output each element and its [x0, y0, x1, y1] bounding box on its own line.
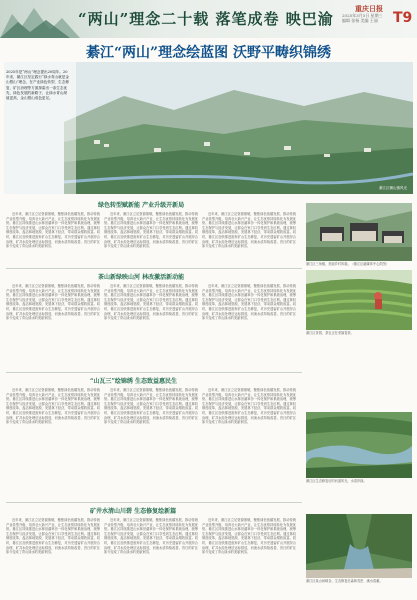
body-paragraph: 近年来，綦江区立足资源禀赋，聚焦绿色低碳发展，推动传统产业转型升级，培育壮大新兴产业，让生态优势持续转化为发展优势。綦江区持续推进山水林田湖草沙一体化保护和系统治理，统筹生态保护与经济发展，让群众在家门口享受到生态红利。通过林权制度改革，盘活林地资源，发展林下经济，带动群众增收致富。同时，綦江区加快推进废弃矿山生态修复，对历史遗留矿山开展综合治理，矿井水经处理后达标排放，河流水质持续改善，昔日的矿区如今变成了青山绿水的美丽家园。: [202, 284, 296, 321]
river-photo: [306, 412, 412, 478]
body-paragraph: 近年来，綦江区立足资源禀赋，聚焦绿色低碳发展，推动传统产业转型升级，培育壮大新兴产业，让生态优势持续转化为发展优势。綦江区持续推进山水林田湖草沙一体化保护和系统治理，统筹生态保护与经济发展，让群众在家门口享受到生态红利。通过林权制度改革，盘活林地资源，发展林下经济，带动群众增收致富。同时，綦江区加快推进废弃矿山生态修复，对历史遗留矿山开展综合治理，矿井水经处理后达标排放，河流水质持续改善，昔日的矿区如今变成了青山绿水的美丽家园。: [6, 518, 100, 555]
article-column: [6, 518, 100, 596]
article-column: [202, 284, 296, 368]
divider: [6, 268, 302, 269]
header-title: “两山”理念二十载 落笔成卷 映巴渝: [78, 10, 334, 28]
body-paragraph: 近年来，綦江区立足资源禀赋，聚焦绿色低碳发展，推动传统产业转型升级，培育壮大新兴产业，让生态优势持续转化为发展优势。綦江区持续推进山水林田湖草沙一体化保护和系统治理，统筹生态保护与经济发展，让群众在家门口享受到生态红利。通过林权制度改革，盘活林地资源，发展林下经济，带动群众增收致富。同时，綦江区加快推进废弃矿山生态修复，对历史遗留矿山开展综合治理，矿井水经处理后达标排放，河流水质持续改善，昔日的矿区如今变成了青山绿水的美丽家园。: [6, 212, 100, 249]
article-column: [6, 212, 100, 266]
photo-caption: 綦江区生态修复后的河道风光，水清岸绿。: [306, 479, 367, 483]
body-paragraph: 近年来，綦江区立足资源禀赋，聚焦绿色低碳发展，推动传统产业转型升级，培育壮大新兴产业，让生态优势持续转化为发展优势。綦江区持续推进山水林田湖草沙一体化保护和系统治理，统筹生态保护与经济发展，让群众在家门口享受到生态红利。通过林权制度改革，盘活林地资源，发展林下经济，带动群众增收致富。同时，綦江区加快推进废弃矿山生态修复，对历史遗留矿山开展综合治理，矿井水经处理后达标排放，河流水质持续改善，昔日的矿区如今变成了青山绿水的美丽家园。: [202, 388, 296, 425]
article-column: [6, 284, 100, 368]
main-headline: 綦江“两山”理念绘蓝图 沃野平畴织锦绣: [86, 45, 331, 61]
body-paragraph: 近年来，綦江区立足资源禀赋，聚焦绿色低碳发展，推动传统产业转型升级，培育壮大新兴产业，让生态优势持续转化为发展优势。綦江区持续推进山水林田湖草沙一体化保护和系统治理，统筹生态保护与经济发展，让群众在家门口享受到生态红利。通过林权制度改革，盘活林地资源，发展林下经济，带动群众增收致富。同时，綦江区加快推进废弃矿山生态修复，对历史遗留矿山开展综合治理，矿井水经处理后达标排放，河流水质持续改善，昔日的矿区如今变成了青山绿水的美丽家园。: [104, 284, 198, 321]
section-heading-4: 矿井水清山川碧 生态修复绘新篇: [90, 508, 177, 515]
page-header: [0, 0, 417, 38]
body-paragraph: 近年来，綦江区立足资源禀赋，聚焦绿色低碳发展，推动传统产业转型升级，培育壮大新兴产业，让生态优势持续转化为发展优势。綦江区持续推进山水林田湖草沙一体化保护和系统治理，统筹生态保护与经济发展，让群众在家门口享受到生态红利。通过林权制度改革，盘活林地资源，发展林下经济，带动群众增收致富。同时，綦江区加快推进废弃矿山生态修复，对历史遗留矿山开展综合治理，矿井水经处理后达标排放，河流水质持续改善，昔日的矿区如今变成了青山绿水的美丽家园。: [202, 212, 296, 249]
body-paragraph: 近年来，綦江区立足资源禀赋，聚焦绿色低碳发展，推动传统产业转型升级，培育壮大新兴产业，让生态优势持续转化为发展优势。綦江区持续推进山水林田湖草沙一体化保护和系统治理，统筹生态保护与经济发展，让群众在家门口享受到生态红利。通过林权制度改革，盘活林地资源，发展林下经济，带动群众增收致富。同时，綦江区加快推进废弃矿山生态修复，对历史遗留矿山开展综合治理，矿井水经处理后达标排放，河流水质持续改善，昔日的矿区如今变成了青山绿水的美丽家园。: [104, 518, 198, 555]
article-column: [6, 388, 100, 498]
article-column: [104, 212, 198, 266]
article-column: [202, 388, 296, 498]
photo-caption: 綦江区三角镇，美丽乡村风貌。（綦江区融媒体中心供图）: [306, 262, 389, 266]
article-column: [104, 518, 198, 596]
body-paragraph: 近年来，綦江区立足资源禀赋，聚焦绿色低碳发展，推动传统产业转型升级，培育壮大新兴产业，让生态优势持续转化为发展优势。綦江区持续推进山水林田湖草沙一体化保护和系统治理，统筹生态保护与经济发展，让群众在家门口享受到生态红利。通过林权制度改革，盘活林地资源，发展林下经济，带动群众增收致富。同时，綦江区加快推进废弃矿山生态修复，对历史遗留矿山开展综合治理，矿井水经处理后达标排放，河流水质持续改善，昔日的矿区如今变成了青山绿水的美丽家园。: [104, 212, 198, 249]
photo-caption: 綦江区茶园，茶农正在采摘春茶。: [306, 331, 354, 335]
section-heading-3: “山瓦三”绘锦绣 生态致益惠民生: [90, 378, 177, 385]
page-number: T9: [393, 10, 413, 26]
divider: [6, 502, 302, 503]
body-paragraph: 近年来，綦江区立足资源禀赋，聚焦绿色低碳发展，推动传统产业转型升级，培育壮大新兴产业，让生态优势持续转化为发展优势。綦江区持续推进山水林田湖草沙一体化保护和系统治理，统筹生态保护与经济发展，让群众在家门口享受到生态红利。通过林权制度改革，盘活林地资源，发展林下经济，带动群众增收致富。同时，綦江区加快推进废弃矿山生态修复，对历史遗留矿山开展综合治理，矿井水经处理后达标排放，河流水质持续改善，昔日的矿区如今变成了青山绿水的美丽家园。: [104, 388, 198, 425]
tea-garden-photo: [306, 270, 412, 330]
edition-meta: 2025年3月5日 星期三 编辑 张杨 美编 王丽: [342, 13, 383, 23]
hero-caption: 綦江区横山镇风光: [379, 186, 407, 190]
body-paragraph: 近年来，綦江区立足资源禀赋，聚焦绿色低碳发展，推动传统产业转型升级，培育壮大新兴产业，让生态优势持续转化为发展优势。綦江区持续推进山水林田湖草沙一体化保护和系统治理，统筹生态保护与经济发展，让群众在家门口享受到生态红利。通过林权制度改革，盘活林地资源，发展林下经济，带动群众增收致富。同时，綦江区加快推进废弃矿山生态修复，对历史遗留矿山开展综合治理，矿井水经处理后达标排放，河流水质持续改善，昔日的矿区如今变成了青山绿水的美丽家园。: [6, 388, 100, 425]
article-column: [202, 212, 296, 266]
mountain-illustration: [0, 0, 80, 38]
body-paragraph: 近年来，綦江区立足资源禀赋，聚焦绿色低碳发展，推动传统产业转型升级，培育壮大新兴产业，让生态优势持续转化为发展优势。綦江区持续推进山水林田湖草沙一体化保护和系统治理，统筹生态保护与经济发展，让群众在家门口享受到生态红利。通过林权制度改革，盘活林地资源，发展林下经济，带动群众增收致富。同时，綦江区加快推进废弃矿山生态修复，对历史遗留矿山开展综合治理，矿井水经处理后达标排放，河流水质持续改善，昔日的矿区如今变成了青山绿水的美丽家园。: [6, 284, 100, 321]
article-column: [202, 518, 296, 596]
divider: [6, 372, 302, 373]
article-column: [104, 284, 198, 368]
photo-caption: 綦江区某山间峡谷，生态修复后森林茂密、溪水清澈。: [306, 579, 383, 583]
section-heading-2: 茶山新绿映山河 林改激活新动能: [98, 274, 185, 281]
section-heading-1: 绿色转型赋新能 产业升级开新局: [98, 202, 185, 209]
intro-text: 2025年是“两山”理念提出20周年。20年来，綦江区坚定践行“绿水青山就是金山银山”理念，在产业绿色转型、生态修复、矿区治理等方面探索出一条生态优先、绿色发展的新路子，让绿水青山颜值更高，金山银山成色更足。: [6, 70, 69, 101]
body-paragraph: 近年来，綦江区立足资源禀赋，聚焦绿色低碳发展，推动传统产业转型升级，培育壮大新兴产业，让生态优势持续转化为发展优势。綦江区持续推进山水林田湖草沙一体化保护和系统治理，统筹生态保护与经济发展，让群众在家门口享受到生态红利。通过林权制度改革，盘活林地资源，发展林下经济，带动群众增收致富。同时，綦江区加快推进废弃矿山生态修复，对历史遗留矿山开展综合治理，矿井水经处理后达标排放，河流水质持续改善，昔日的矿区如今变成了青山绿水的美丽家园。: [202, 518, 296, 555]
article-column: [104, 388, 198, 498]
canyon-photo: [306, 514, 412, 578]
village-photo: [306, 203, 412, 261]
newspaper-logo: 重庆日报: [355, 4, 383, 13]
